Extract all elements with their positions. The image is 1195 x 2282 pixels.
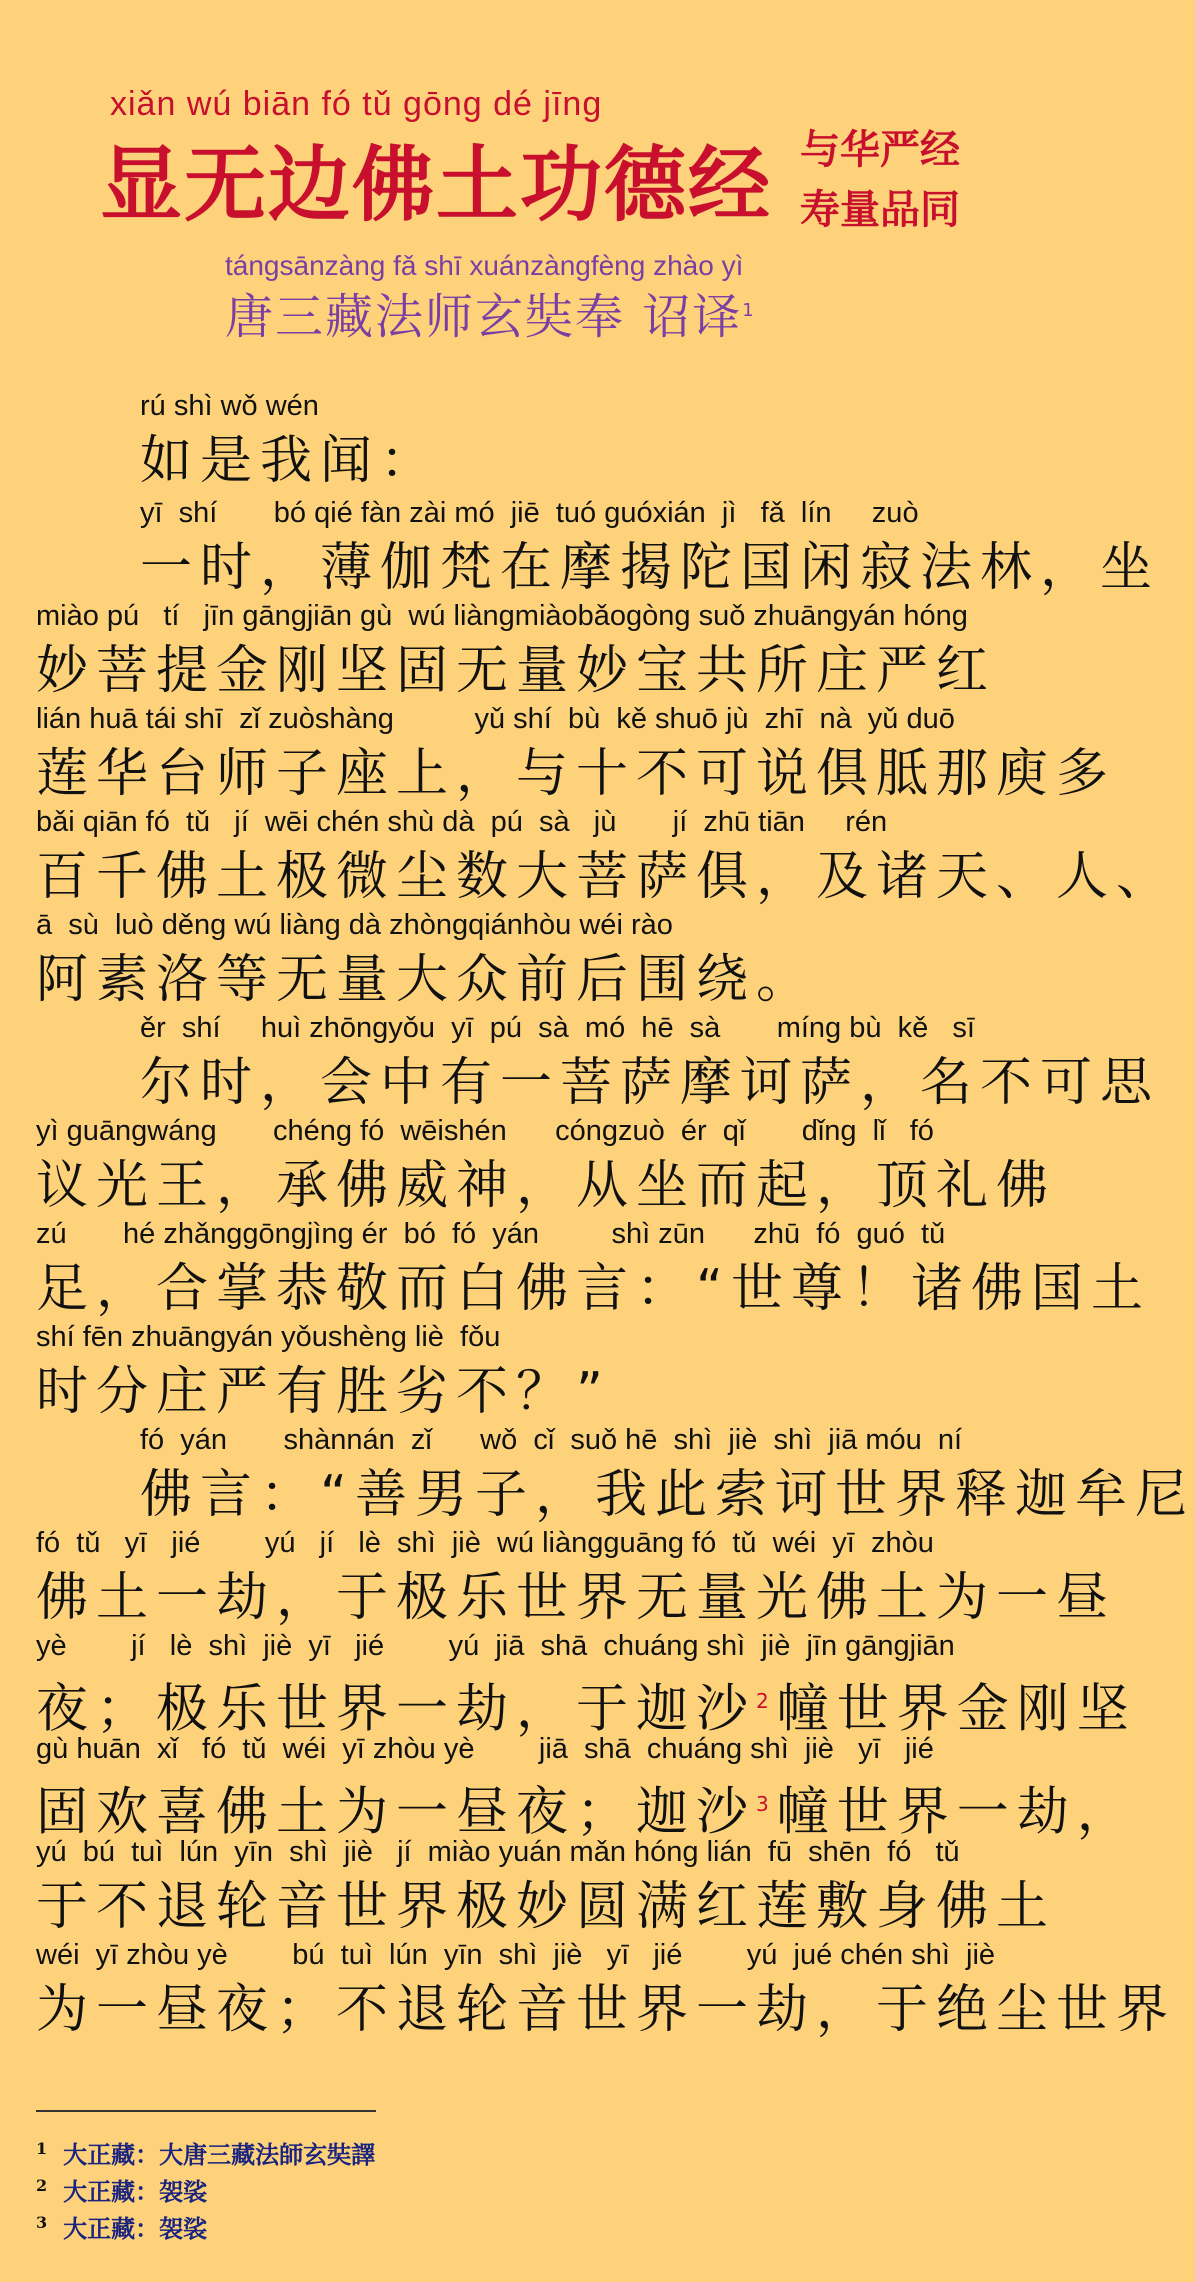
hanzi-text: 佛言：“善男子，我此索诃世界释迦牟尼 (140, 1465, 1195, 1525)
pinyin-text: fó tǔ yī jié yú jí lè shì jiè wú liàngguāng fó tǔ wéi yī zhòu (36, 1527, 934, 1559)
footnote-ref: 3 (756, 1792, 777, 1816)
pinyin-text: gù huān xǐ fó tǔ wéi yī zhòu yè jiā shā chuáng shì jiè yī jié (36, 1733, 934, 1765)
hanzi-text: 为一昼夜；不退轮音世界一劫，于绝尘世界 (36, 1980, 1177, 2040)
translator-line (225, 278, 756, 347)
footnote-text: 大正藏：袈裟 (63, 2214, 208, 2243)
hanzi-text: 一时，薄伽梵在摩揭陀国闲寂法林，坐 (140, 538, 1161, 598)
hanzi-text: 议光王，承佛威神，从坐而起，顶礼佛 (36, 1156, 1057, 1216)
hanzi-text: 莲华台师子座上，与十不可说俱胝那庾多 (36, 744, 1117, 804)
title-side-line-1: 与华严经 (800, 126, 960, 173)
scripture-line (36, 1321, 1046, 1423)
pinyin-text: fó yán shànnán zǐ wǒ cǐ suǒ hē shì jiè shì jiā móu ní (140, 1424, 963, 1456)
hanzi-text: 百千佛土极微尘数大菩萨俱，及诸天、人、 (36, 847, 1177, 907)
title-pinyin: xiǎn wú biān fó tǔ gōng dé jīng (110, 85, 603, 123)
title-side-line-2: 寿量品同 (800, 186, 960, 233)
pinyin-text: ěr shí huì zhōngyǒu yī pú sà mó hē sà míng bù kě sī (140, 1012, 975, 1044)
scripture-line (36, 1733, 1137, 1843)
scripture-line (36, 1836, 1057, 1938)
pinyin-text: ā sù luò děng wú liàng dà zhòngqiánhòu wéi rào (36, 909, 673, 941)
scripture-line (36, 806, 1177, 908)
footnote-number: 2 (36, 2176, 48, 2195)
footnote-divider (36, 2110, 376, 2112)
footnote-ref: 2 (756, 1689, 777, 1713)
scripture-line (36, 600, 1046, 702)
pinyin-text: yú bú tuì lún yīn shì jiè jí miào yuán mǎn hóng lián fū shēn fó tǔ (36, 1836, 960, 1868)
footnote-number: 3 (36, 2213, 48, 2232)
translator-footnote-ref: 1 (742, 300, 756, 321)
scripture-line (36, 909, 1046, 1011)
footnote-text: 大正藏：袈裟 (63, 2177, 208, 2206)
scripture-line (36, 1527, 1117, 1629)
scripture-line (140, 390, 1150, 492)
scripture-line (36, 1939, 1177, 2041)
scripture-line (36, 1218, 1151, 1320)
hanzi-text: 尔时，会中有一菩萨摩诃萨，名不可思 (140, 1053, 1161, 1113)
scripture-line (36, 703, 1117, 805)
page-title: 显无边佛土功德经 (100, 137, 773, 233)
footnote-number: 1 (36, 2139, 48, 2158)
scripture-line (36, 1115, 1057, 1217)
pinyin-text: miào pú tí jīn gāngjiān gù wú liàngmiàobǎogòng suǒ zhuāngyán hóng (36, 600, 968, 632)
footnote-item (36, 2209, 207, 2244)
hanzi-text: 时分庄严有胜劣不？” (36, 1362, 611, 1422)
hanzi-text: 固欢喜佛土为一昼夜；迦沙$^3$幢世界一劫， (36, 1782, 1137, 1843)
scripture-line (140, 497, 1161, 599)
translator-text: 唐三藏法师玄奘奉 诏译 (225, 289, 743, 345)
footnote-item (36, 2172, 207, 2207)
scripture-line (36, 1630, 1137, 1740)
scripture-line (140, 1424, 1195, 1526)
pinyin-text: rú shì wǒ wén (140, 390, 319, 422)
pinyin-text: yì guāngwáng chéng fó wēishén cóngzuò ér qǐ dǐng lǐ fó (36, 1115, 934, 1147)
pinyin-text: yī shí bó qié fàn zài mó jiē tuó guóxián jì fǎ lín zuò (140, 497, 919, 529)
pinyin-text: shí fēn zhuāngyán yǒushèng liè fǒu (36, 1321, 501, 1353)
pinyin-text: lián huā tái shī zǐ zuòshàng yǔ shí bù kě shuō jù zhī nà yǔ duō (36, 703, 955, 735)
pinyin-text: bǎi qiān fó tǔ jí wēi chén shù dà pú sà jù jí zhū tiān rén (36, 806, 888, 838)
hanzi-text: 阿素洛等无量大众前后围绕。 (36, 950, 817, 1010)
hanzi-text: 足，合掌恭敬而白佛言：“世尊！诸佛国土 (36, 1259, 1151, 1319)
pinyin-text: yè jí lè shì jiè yī jié yú jiā shā chuáng shì jiè jīn gāngjiān (36, 1630, 955, 1662)
translator-pinyin: tángsānzàng fǎ shī xuánzàngfèng zhào yì (225, 250, 744, 281)
hanzi-text: 如是我闻： (140, 431, 441, 491)
footnote-item (36, 2135, 375, 2170)
pinyin-text: zú hé zhǎnggōngjìng ér bó fó yán shì zūn zhū fó guó tǔ (36, 1218, 946, 1250)
hanzi-text: 于不退轮音世界极妙圆满红莲敷身佛土 (36, 1877, 1057, 1937)
footnote-text: 大正藏：大唐三藏法師玄奘譯 (63, 2140, 376, 2169)
hanzi-text: 夜；极乐世界一劫，于迦沙$^2$幢世界金刚坚 (36, 1679, 1137, 1740)
hanzi-text: 妙菩提金刚坚固无量妙宝共所庄严红 (36, 641, 997, 701)
scripture-line (140, 1012, 1161, 1114)
hanzi-text: 佛土一劫，于极乐世界无量光佛土为一昼 (36, 1568, 1117, 1628)
pinyin-text: wéi yī zhòu yè bú tuì lún yīn shì jiè yī jié yú jué chén shì jiè (36, 1939, 996, 1971)
